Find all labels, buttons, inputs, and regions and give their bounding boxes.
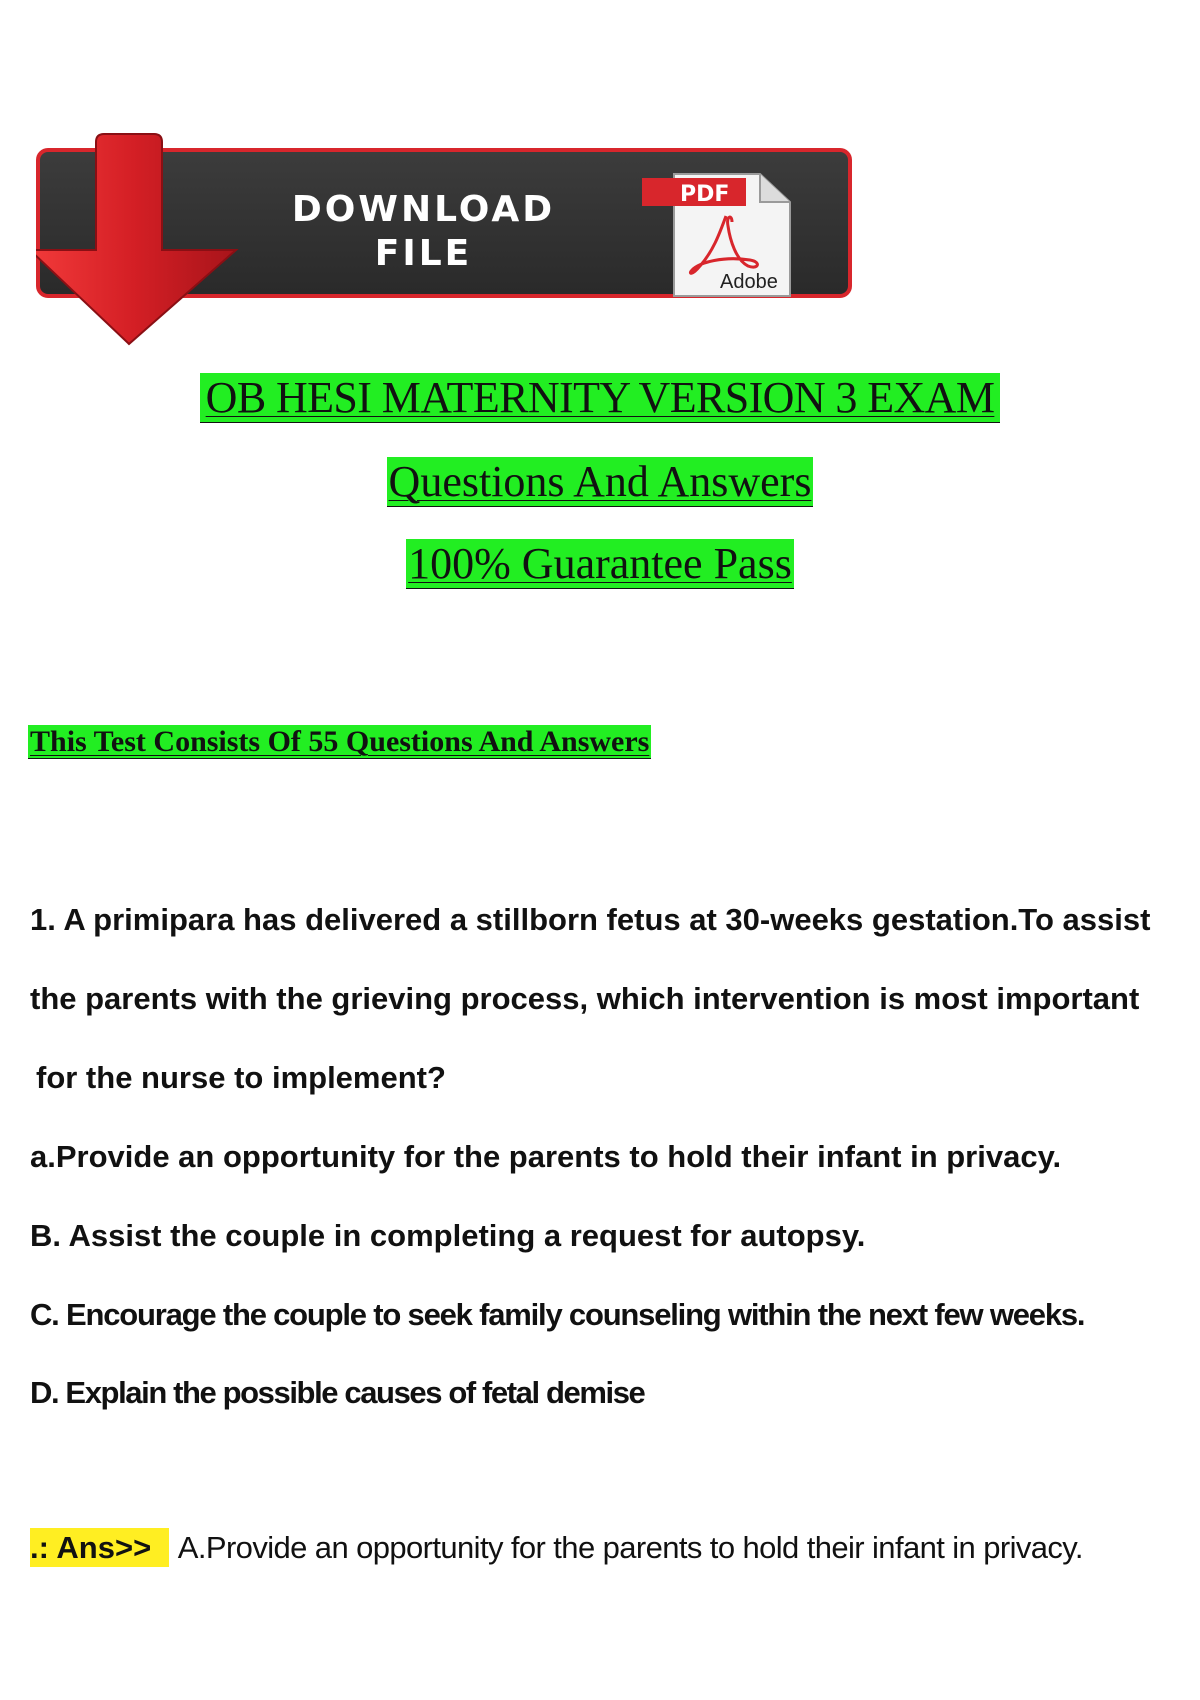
- option-a: a.Provide an opportunity for the parents to hold their infant in privacy.: [30, 1139, 1062, 1174]
- option-b: B. Assist the couple in completing a request for autopsy.: [30, 1218, 866, 1253]
- option-d: D. Explain the possible causes of fetal demise: [30, 1375, 645, 1410]
- download-arrow-icon: [36, 130, 266, 350]
- question-line-3: for the nurse to implement?: [36, 1060, 446, 1095]
- download-file-banner[interactable]: [36, 140, 854, 306]
- test-intro-text: This Test Consists Of 55 Questions And Answers: [30, 725, 650, 758]
- banner-line-download: DOWNLOAD: [291, 189, 556, 230]
- pdf-file-icon: [640, 170, 810, 300]
- question-line-1: 1. A primipara has delivered a stillborn fetus at 30-weeks gestation.To assist: [30, 902, 1151, 937]
- document-tagline-text: 100% Guarantee Pass: [408, 539, 792, 588]
- answer-row: [30, 1530, 1083, 1566]
- document-subtitle: [0, 456, 1200, 507]
- answer-text: A.Provide an opportunity for the parents to hold their infant in privacy.: [177, 1530, 1083, 1565]
- pdf-brand-label: Adobe: [720, 271, 778, 293]
- test-intro: [28, 725, 651, 759]
- document-title: [0, 372, 1200, 423]
- question-line-2: the parents with the grieving process, which intervention is most important: [30, 981, 1140, 1016]
- banner-line-file: FILE: [374, 233, 473, 274]
- document-tagline: [0, 538, 1200, 589]
- banner-label: [246, 188, 601, 276]
- answer-label: .: Ans>>: [30, 1528, 169, 1567]
- document-title-text: OB HESI MATERNITY VERSION 3 EXAM: [200, 373, 1001, 423]
- option-c: C. Encourage the couple to seek family counseling within the next few weeks.: [30, 1297, 1085, 1332]
- pdf-tag-label: PDF: [680, 182, 730, 207]
- document-subtitle-text: Questions And Answers: [388, 457, 812, 506]
